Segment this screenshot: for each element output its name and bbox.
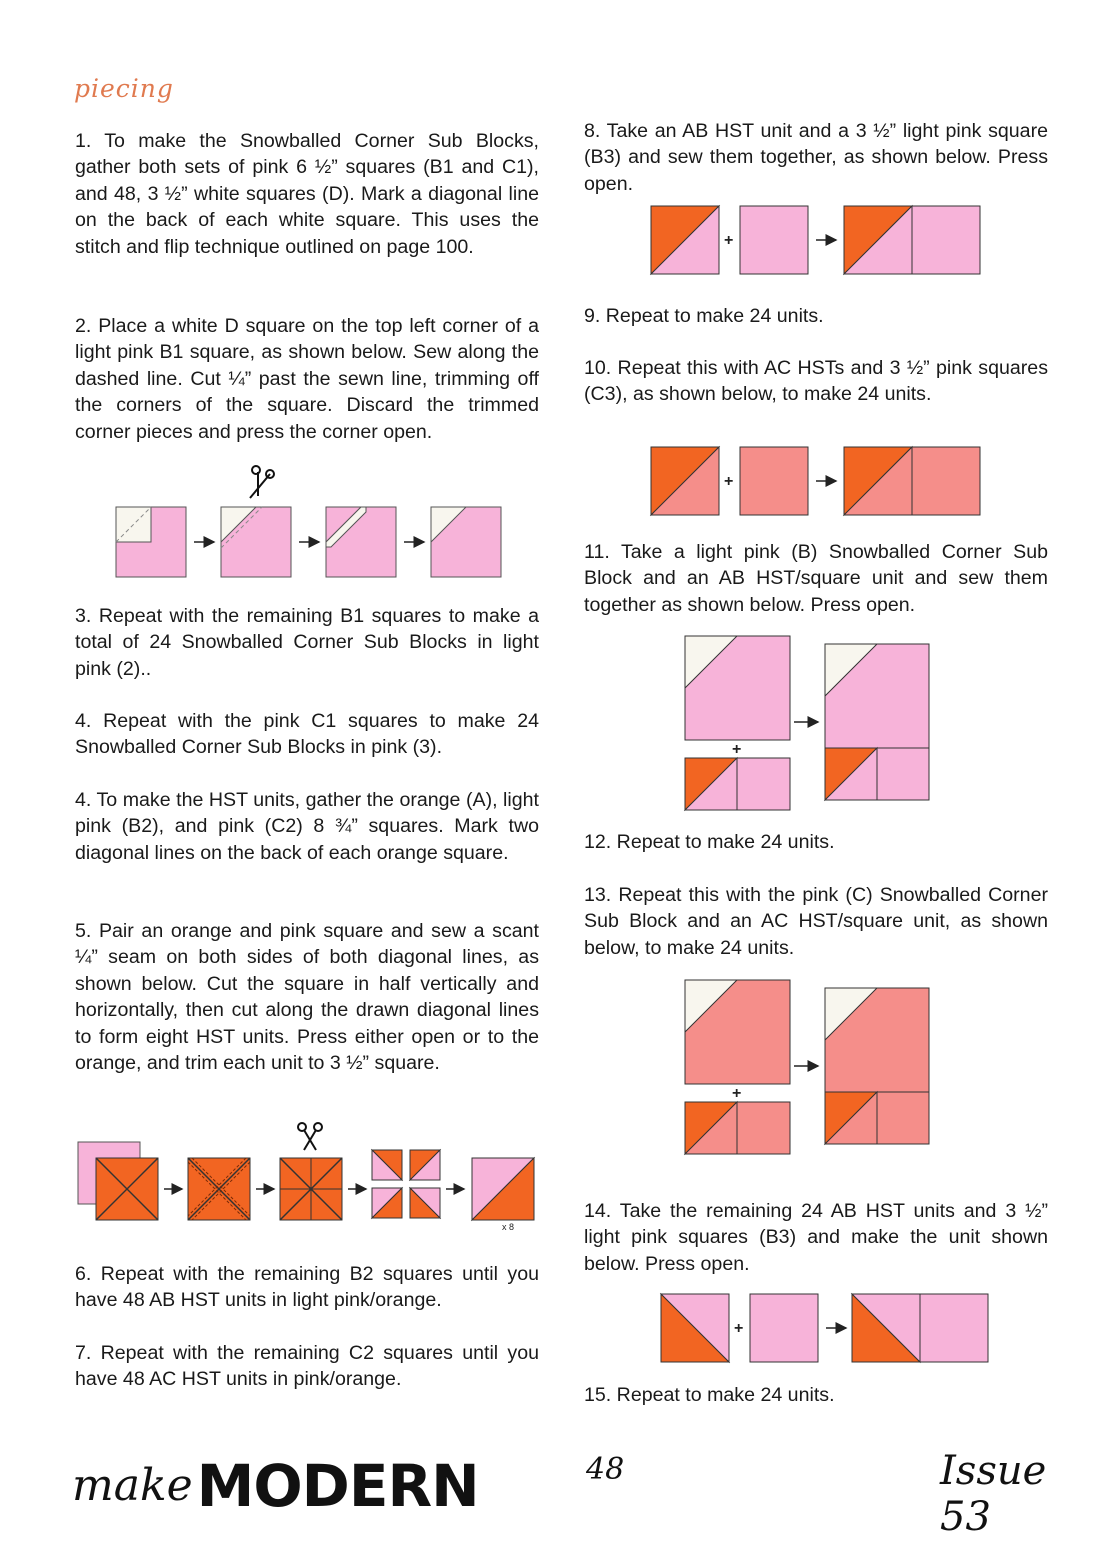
- step-2: 2. Place a white D square on the top left corner of a light pink B1 square, as shown below. Sew along the dashed line. Cut ¼” past the sewn line, trimming off the corners of the square. Discard the trimmed corner pieces and press the corner open.: [75, 315, 539, 443]
- step-13: 13. Repeat this with the pink (C) Snowballed Corner Sub Block and an AC HST/square unit, as shown below, to make 24 units.: [584, 884, 1048, 959]
- step-4b: 4. To make the HST units, gather the orange (A), light pink (B2), and pink (C2) 8 ¾” squares. Mark two diagonal lines on the back of each orange square.: [75, 789, 539, 864]
- plus-sign: +: [732, 741, 742, 758]
- snowball-corner-diagram: [110, 466, 510, 582]
- step-4a: 4. Repeat with the pink C1 squares to make 24 Snowballed Corner Sub Blocks in pink (3).: [75, 710, 539, 759]
- step-1: 1. To make the Snowballed Corner Sub Blocks, gather both sets of pink 6 ½” squares (B1 and C1), and 48, 3 ½” white squares (D). Mark a diagonal line on the back of each white square. This uses the stitch and flip technique outlined on page 100.: [75, 130, 539, 258]
- plus-sign: +: [734, 1320, 744, 1337]
- ac-hst-square-diagram: [650, 446, 985, 518]
- light-pink-block-assembly-diagram: [684, 634, 934, 814]
- step-8: 8. Take an AB HST unit and a 3 ½” light pink square (B3) and sew them together, as shown below. Press open.: [584, 120, 1048, 195]
- logo-modern-text: MODERN: [196, 1452, 479, 1520]
- step-10: 10. Repeat this with AC HSTs and 3 ½” pink squares (C3), as shown below, to make 24 units.: [584, 357, 1048, 406]
- issue-number: Issue 53: [940, 1448, 1047, 1540]
- step-6: 6. Repeat with the remaining B2 squares until you have 48 AB HST units in light pink/orange.: [75, 1263, 539, 1312]
- step-9: 9. Repeat to make 24 units.: [584, 305, 824, 327]
- step-12: 12. Repeat to make 24 units.: [584, 831, 835, 853]
- hst-cutting-diagram: [76, 1120, 540, 1232]
- section-heading: piecing: [74, 74, 174, 103]
- count-label: x 8: [502, 1222, 515, 1232]
- plus-sign: +: [724, 473, 734, 490]
- step-3: 3. Repeat with the remaining B1 squares to make a total of 24 Snowballed Corner Sub Blocks in light pink (2)..: [75, 605, 539, 680]
- reversed-ab-hst-square-diagram: [660, 1293, 995, 1365]
- page-number: 48: [586, 1452, 625, 1487]
- make-modern-logo: [72, 1448, 479, 1520]
- step-5: 5. Pair an orange and pink square and sew a scant ¼” seam on both sides of both diagonal lines, as shown below. Cut the square in half vertically and horizontally, then cut along the drawn diagonal lines to form eight HST units. Press either open or to the orange, and trim each unit to 3 ½” square.: [75, 920, 539, 1075]
- plus-sign: +: [724, 232, 734, 249]
- step-14: 14. Take the remaining 24 AB HST units and 3 ½” light pink squares (B3) and make the unit shown below. Press open.: [584, 1200, 1048, 1275]
- ab-hst-square-diagram: [650, 205, 985, 277]
- pink-block-assembly-diagram: [684, 978, 934, 1158]
- step-11: 11. Take a light pink (B) Snowballed Corner Sub Block and an AB HST/square unit and sew them together as shown below. Press open.: [584, 541, 1048, 616]
- logo-make-text: make: [72, 1460, 193, 1511]
- step-7: 7. Repeat with the remaining C2 squares until you have 48 AC HST units in pink/orange.: [75, 1342, 539, 1391]
- plus-sign: +: [732, 1085, 742, 1102]
- step-15: 15. Repeat to make 24 units.: [584, 1384, 835, 1406]
